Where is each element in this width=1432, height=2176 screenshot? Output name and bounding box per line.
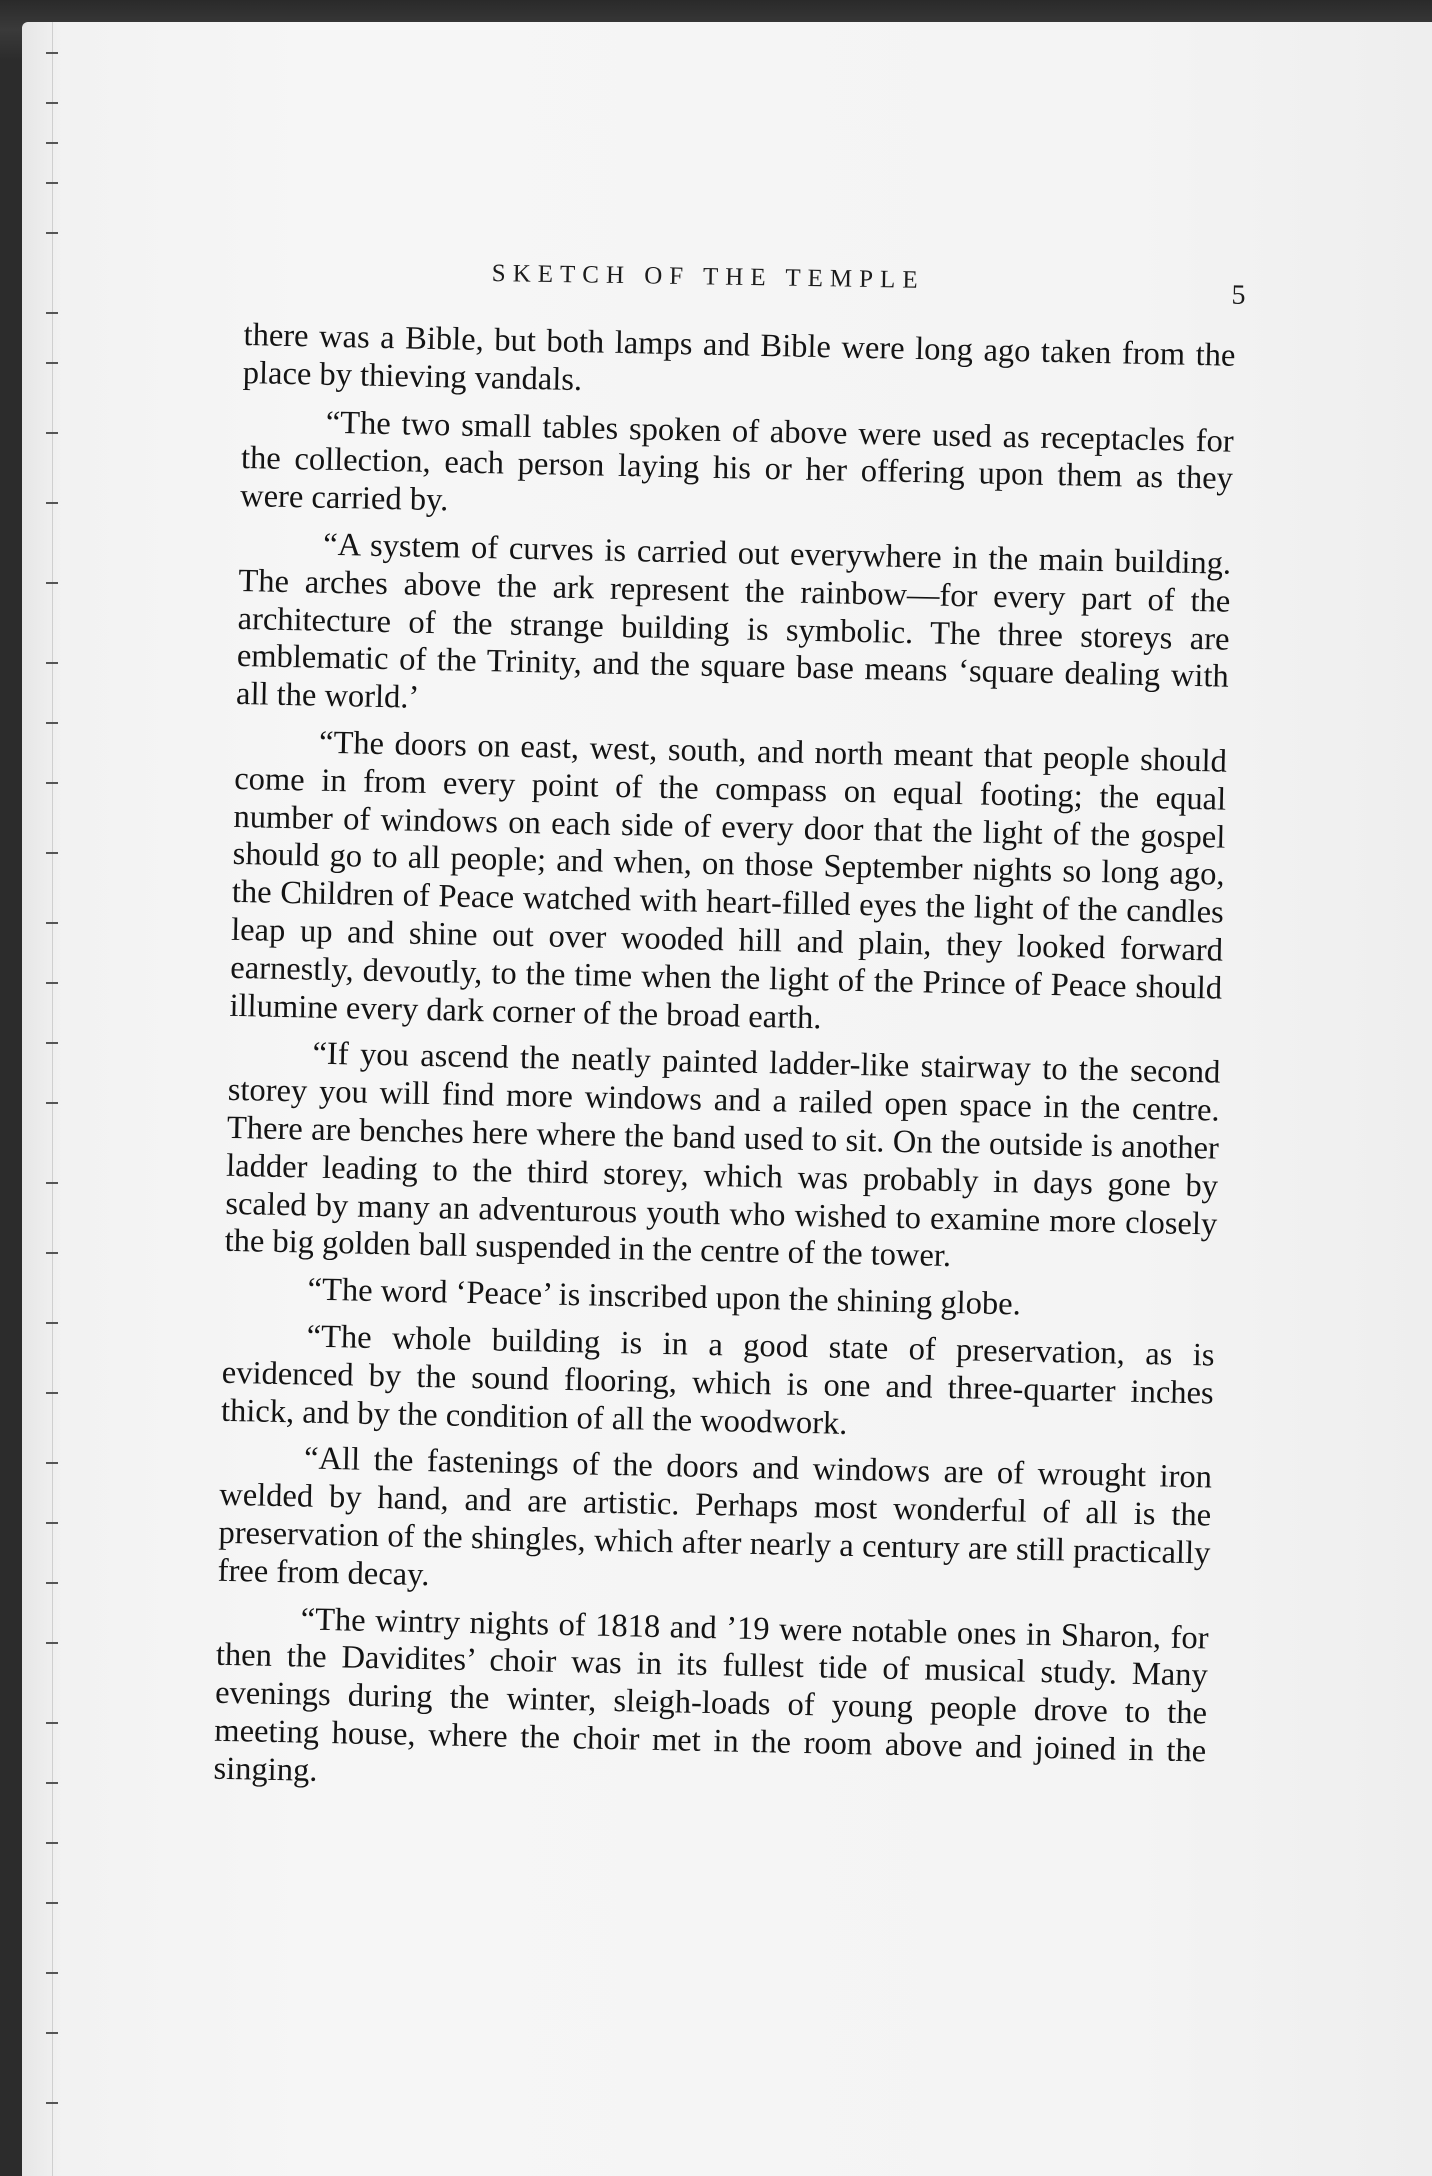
binding-stitch-mark xyxy=(46,1642,58,1644)
body-text xyxy=(213,317,1236,1818)
binding-stitch-mark xyxy=(46,1582,58,1584)
binding-stitch-mark xyxy=(46,582,58,584)
binding-stitch-mark xyxy=(46,1182,58,1184)
binding-stitch-mark xyxy=(46,312,58,314)
paragraph: “The wintry nights of 1818 and ’19 were notable ones in Sharon, for then the Davidites’ choir was in its fullest tide of musical study. Many evenings during the winter, sleigh-loads of young people drove to the meeting house, where the choir met in the room above and joined in the singing. xyxy=(213,1600,1209,1789)
binding-stitch-mark xyxy=(46,1902,58,1904)
paragraph: “The doors on east, west, south, and north meant that people should come in from every point of the compass on equal footing; the equal number of windows on each side of every door that the light of the gospel should go to all people; and when, on those September nights so long ago, the Children of Peace watched with heart-filled eyes the light of the candles leap up and shine out over wooded hill and plain, they looked forward earnestly, devoutly, to the time when the light of the Prince of Peace should illumine every dark corner of the broad earth. xyxy=(229,724,1228,1036)
paragraph: “All the fastenings of the doors and windows are of wrought iron welded by hand, and are artistic. Perhaps most wonderful of all is the preservation of the shingles, which after nearly a century are still practically free from decay. xyxy=(217,1440,1213,1593)
binding-stitch-mark xyxy=(46,1252,58,1254)
binding-stitch-mark xyxy=(46,2102,58,2104)
binding-stitch-mark xyxy=(46,1392,58,1394)
paragraph: “The whole building is in a good state of preservation, as is evidenced by the sound flooring, which is one and three-quarter inches thick, and by the condition of all the woodwork. xyxy=(220,1318,1215,1442)
binding-stitch-mark xyxy=(46,922,58,924)
binding-stitch-mark xyxy=(46,362,58,364)
paragraph: “A system of curves is carried out everywhere in the main building. The arches above the ark represent the rainbow—for every part of the architecture of the strange building is symbolic. The three storeys are emblematic of the Trinity, and the square base means ‘square dealing with all the world.’ xyxy=(235,526,1232,716)
binding-stitch-mark xyxy=(46,2032,58,2034)
binding-stitch-mark xyxy=(46,1522,58,1524)
binding-stitch-mark xyxy=(46,182,58,184)
running-title: SKETCH OF THE TEMPLE xyxy=(491,260,925,294)
binding-stitch-mark xyxy=(46,1462,58,1464)
binding-stitch-mark xyxy=(46,722,58,724)
paragraph: “The word ‘Peace’ is inscribed upon the shining globe. xyxy=(307,1271,1022,1323)
binding-stitch-mark xyxy=(46,1322,58,1324)
binding-stitch-mark xyxy=(46,1842,58,1844)
binding-stitch-mark xyxy=(46,982,58,984)
binding-stitch-mark xyxy=(46,662,58,664)
binding-stitch-mark xyxy=(46,432,58,434)
binding-stitch-mark xyxy=(46,102,58,104)
binding-stitch-mark xyxy=(46,52,58,54)
paragraph: “If you ascend the neatly painted ladder-like stairway to the second storey you will find more windows and a railed open space in the centre. There are benches here where the band used to sit. On the outside is another ladder leading to the third storey, which was probably in days gone by scaled by many an adventurous youth who wished to examine more closely the big golden ball suspended in the centre of the tower. xyxy=(224,1035,1221,1275)
paragraph: there was a Bible, but both lamps and Bible were long ago taken from the place by thieving vandals. xyxy=(242,317,1236,398)
binding-stitch-mark xyxy=(46,1102,58,1104)
binding-stitch-mark xyxy=(46,1042,58,1044)
book-page xyxy=(22,22,1432,2176)
binding-stitch-mark xyxy=(46,1722,58,1724)
binding-stitch-mark xyxy=(46,1972,58,1974)
binding-stitch-mark xyxy=(46,502,58,504)
binding-stitch-mark xyxy=(46,782,58,784)
binding-stitch-mark xyxy=(46,232,58,234)
page-number: 5 xyxy=(1231,279,1246,311)
page-spine-edge xyxy=(22,22,53,2176)
binding-stitch-mark xyxy=(46,1782,58,1784)
paragraph: “The two small tables spoken of above were used as receptacles for the collection, each person laying his or her offering upon them as they were carried by. xyxy=(239,404,1234,519)
page-header xyxy=(491,260,1272,322)
binding-stitch-mark xyxy=(46,142,58,144)
binding-stitch-mark xyxy=(46,852,58,854)
